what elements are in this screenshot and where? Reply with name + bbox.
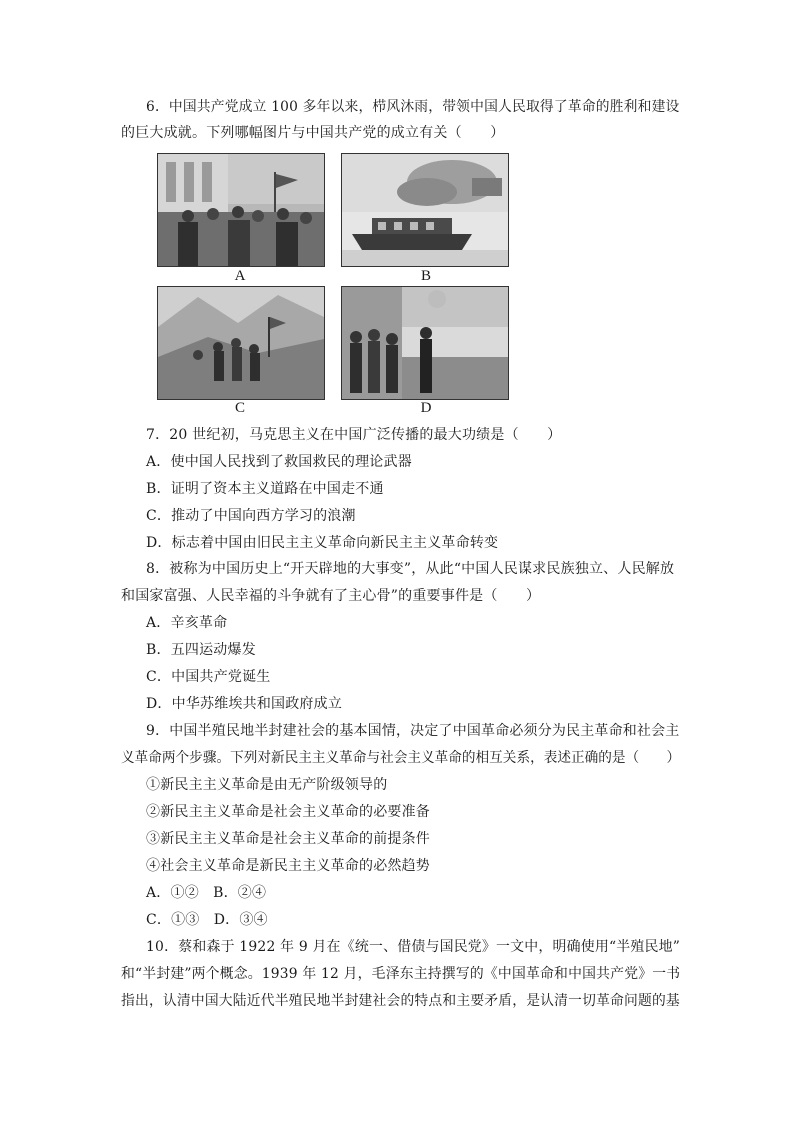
q9-options-row2: C．①③ D．③④	[146, 912, 268, 928]
q9-statement-2: ②新民主主义革命是社会主义革命的必要准备	[146, 804, 430, 820]
picture-a-caption: A	[234, 268, 246, 284]
q7-option-b: B．证明了资本主义道路在中国走不通	[146, 481, 384, 497]
q8-option-b: B．五四运动爆发	[146, 642, 256, 658]
q8-option-a: A．辛亥革命	[146, 615, 228, 631]
q10-stem-line3: 指出，认清中国大陆近代半殖民地半封建社会的特点和主要矛盾，是认清一切革命问题的基	[121, 993, 680, 1009]
q7-option-a: A．使中国人民找到了救国救民的理论武器	[146, 454, 412, 470]
picture-b-caption: B	[420, 268, 431, 284]
picture-c-march-image	[157, 286, 325, 400]
q8-stem-line2: 和国家富强、人民幸福的斗争就有了主心骨”的重要事件是（ ）	[121, 588, 541, 604]
q7-option-c: C．推动了中国向西方学习的浪潮	[146, 508, 356, 524]
q9-stem-line1: 9．中国半殖民地半封建社会的基本国情，决定了中国革命必须分为民主革命和社会主	[146, 723, 680, 739]
picture-a-crowd-image	[157, 153, 325, 267]
q8-option-d: D．中华苏维埃共和国政府成立	[146, 696, 343, 712]
q8-stem-line1: 8．被称为中国历史上“开天辟地的大事变”，从此“中国人民谋求民族独立、人民解放	[146, 561, 675, 577]
q9-statement-1: ①新民主主义革命是由无产阶级领导的	[146, 777, 388, 793]
q10-stem-line2: 和“半封建”两个概念。1939 年 12 月，毛泽东主持撰写的《中国革命和中国共产党》一书	[121, 966, 681, 982]
q9-statement-4: ④社会主义革命是新民主主义革命的必然趋势	[146, 858, 430, 874]
picture-d-caption: D	[420, 400, 432, 416]
picture-b-boat-image	[341, 153, 509, 267]
q6-stem-line1: 6．中国共产党成立 100 多年以来，栉风沐雨，带领中国人民取得了革命的胜利和建设	[146, 99, 680, 115]
q10-stem-line1: 10．蔡和森于 1922 年 9 月在《统一、借债与国民党》一文中，明确使用“半殖民地”	[146, 939, 681, 955]
picture-d-ceremony-image	[341, 286, 509, 400]
q7-stem: 7．20 世纪初，马克思主义在中国广泛传播的最大功绩是（ ）	[146, 427, 562, 443]
q7-option-d: D．标志着中国由旧民主主义革命向新民主主义革命转变	[146, 535, 499, 551]
q8-option-c: C．中国共产党诞生	[146, 669, 271, 685]
q6-stem-line2: 的巨大成就。下列哪幅图片与中国共产党的成立有关（ ）	[121, 125, 505, 141]
q9-options-row1: A．①② B．②④	[146, 885, 267, 901]
q9-stem-line2: 义革命两个步骤。下列对新民主主义革命与社会主义革命的相互关系，表述正确的是（ ）	[121, 750, 681, 766]
picture-c-caption: C	[234, 400, 245, 416]
q9-statement-3: ③新民主主义革命是社会主义革命的前提条件	[146, 831, 430, 847]
